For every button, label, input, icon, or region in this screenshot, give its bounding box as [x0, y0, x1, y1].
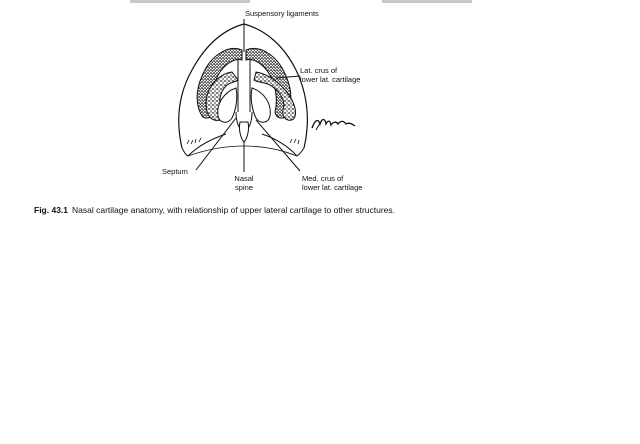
figure-caption-text: Nasal cartilage anatomy, with relationship of upper lateral cartilage to other structures. — [72, 205, 396, 215]
label-lat-crus-line1: Lat. crus of — [300, 66, 338, 75]
columella — [238, 60, 250, 112]
nasal-spine-shape — [239, 122, 248, 142]
left-lip-line — [188, 134, 226, 156]
leader-septum — [196, 118, 236, 170]
figure-number: Fig. 43.1 — [34, 205, 69, 215]
lower-lip-curve — [188, 146, 297, 156]
label-lat-crus-line2: lower lat. cartilage — [300, 75, 361, 84]
label-med-crus-line1: Med. crus of — [302, 174, 344, 183]
artist-signature-icon — [312, 120, 355, 131]
right-nostril — [251, 88, 270, 122]
left-ala-edge — [182, 148, 188, 156]
hair-ticks-left — [187, 138, 201, 144]
leader-med-crus — [256, 120, 300, 171]
figure-caption — [34, 205, 395, 216]
label-suspensory-ligaments: Suspensory ligaments — [245, 9, 319, 18]
label-nasal-spine-line1: Nasal — [234, 174, 254, 183]
label-med-crus-line2: lower lat. cartilage — [302, 183, 363, 192]
right-lip-line — [262, 134, 297, 156]
right-ala-edge — [297, 148, 304, 156]
label-nasal-spine-line2: spine — [235, 183, 253, 192]
hair-ticks-right — [290, 139, 299, 144]
label-septum: Septum — [162, 167, 188, 176]
